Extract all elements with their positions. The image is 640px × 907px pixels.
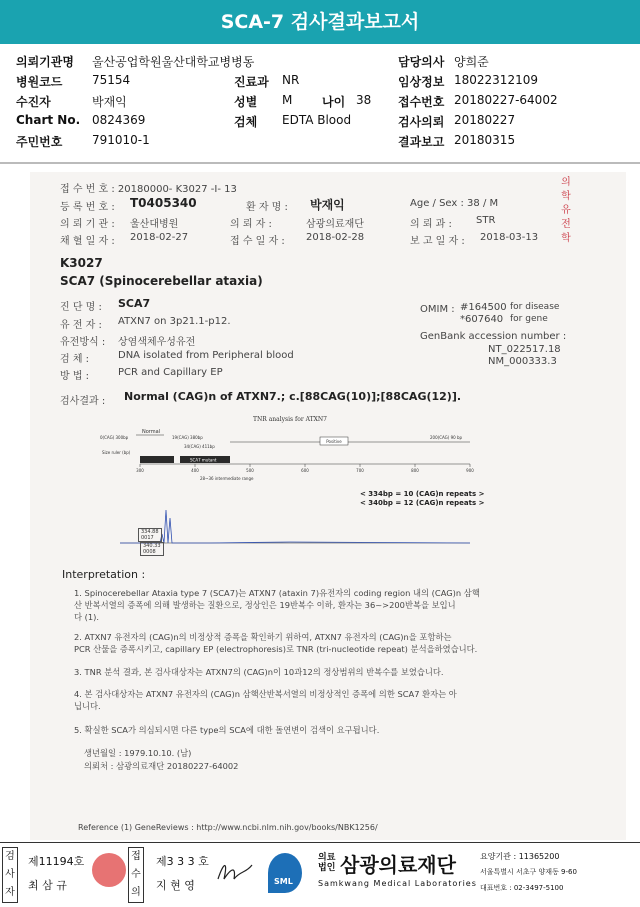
reference: Reference (1) GeneReviews : http://www.ncbi.nlm.nih.gov/books/NBK1256/ bbox=[78, 823, 378, 832]
scan-dept-label: 의 뢰 과 : bbox=[410, 219, 452, 230]
dept-value: NR bbox=[282, 73, 300, 87]
clinical-value: 18022312109 bbox=[454, 73, 538, 87]
interp-2b: PCR 산물을 증폭시키고, capillary EP (electrophoresis)로 TNR (tri-nucleotide repeat) 분석을하였습니다. bbox=[74, 644, 478, 654]
genbank-1: NT_022517.18 bbox=[488, 344, 561, 355]
request-value: 20180227 bbox=[454, 113, 516, 127]
scan-report-value: 2018-03-13 bbox=[480, 232, 539, 243]
sca-box-left bbox=[140, 456, 174, 463]
omim-gene: *607640 bbox=[460, 314, 504, 325]
doctor-value: 양희준 bbox=[454, 55, 489, 69]
interp-1a: 1. Spinocerebellar Ataxia type 7 (SCA7)는 ATXN7 (ataxin 7)유전자의 coding region 내의 (CAG)n 삼핵 bbox=[74, 588, 480, 598]
graph-size-ruler: Size ruler (bp) bbox=[102, 450, 131, 455]
graph-title: TNR analysis for ATXN7 bbox=[253, 416, 327, 423]
graph-label-2: 19(CAG) 380bp bbox=[172, 435, 203, 440]
phone: 대표번호 : 02-3497-5100 bbox=[480, 884, 564, 892]
age-label: 나이 bbox=[322, 95, 346, 109]
footer bbox=[0, 842, 640, 907]
interp-3: 3. TNR 분석 결과, 본 검사대상자는 ATXN7의 (CAG)n이 10과12의 정상범위의 반복수를 보였습니다. bbox=[74, 667, 444, 677]
graph-label-3: 34(CAG) 411bp bbox=[184, 444, 215, 449]
peak-label: 340.33 bbox=[143, 543, 161, 549]
scan-patient-label: 환 자 명 : bbox=[246, 202, 288, 213]
graph-tick-label: 400 bbox=[191, 468, 199, 473]
signature-icon bbox=[214, 857, 254, 887]
repeat-1: < 334bp = 10 (CAG)n repeats > bbox=[360, 490, 485, 498]
omim-disease: #164500 bbox=[460, 302, 507, 313]
institution-value: 울산공업학원울산대학교병병동 bbox=[92, 55, 255, 69]
receipt-label: 접수번호 bbox=[398, 95, 445, 109]
scan-dept-value: STR bbox=[476, 215, 496, 226]
scan-receipt-line: 접 수 번 호 : 20180000- K3027 -I- 13 bbox=[60, 184, 237, 195]
graph-positive: Positive bbox=[326, 439, 342, 444]
patient-info-panel bbox=[0, 47, 640, 161]
side-char: 의 bbox=[561, 177, 571, 188]
examiner-number: 제11194호 bbox=[28, 855, 85, 868]
seal-icon bbox=[92, 853, 126, 887]
graph-sca: SCA7 mutant bbox=[190, 457, 217, 463]
genbank-2: NM_000333.3 bbox=[488, 356, 557, 367]
age-value: 38 bbox=[356, 93, 372, 107]
specimen-value: EDTA Blood bbox=[282, 113, 352, 127]
test-name: SCA7 (Spinocerebellar ataxia) bbox=[60, 274, 263, 288]
graph-tick-label: 300 bbox=[136, 468, 144, 473]
scan-doctor-label: 의 뢰 자 : bbox=[230, 219, 272, 230]
rrn-label: 주민번호 bbox=[16, 135, 63, 149]
patient-label: 수진자 bbox=[16, 95, 51, 109]
result-label: 검사결과 : bbox=[60, 396, 106, 407]
scan-doctor-value: 삼광의료재단 bbox=[306, 219, 364, 230]
interp-title: Interpretation : bbox=[62, 568, 146, 581]
confirm-name: 지 현 영 bbox=[156, 879, 195, 892]
side-label bbox=[560, 176, 572, 246]
scan-reg-label: 등 록 번 호 : bbox=[60, 202, 115, 213]
graph-label-4: 200(CAG) 90 bp bbox=[430, 435, 463, 440]
gene-label: 유 전 자 : bbox=[60, 320, 102, 331]
interp-1c: 다 (1). bbox=[74, 612, 100, 622]
side-char: 유 bbox=[561, 205, 571, 216]
logo-text: SML bbox=[274, 877, 293, 886]
omim-gene-note: for gene bbox=[510, 314, 548, 324]
clinical-label: 임상정보 bbox=[398, 75, 445, 89]
org-english: Samkwang Medical Laboratories bbox=[318, 879, 477, 888]
scan-inst-value: 울산대병원 bbox=[130, 219, 179, 230]
inherit-value: 상염색체우성유전 bbox=[118, 337, 196, 348]
graph-normal: Normal bbox=[142, 429, 161, 435]
side-char: 학 bbox=[561, 191, 571, 202]
scan-collect-label: 채 혈 일 자 : bbox=[60, 236, 115, 247]
peak-label: 0017 bbox=[141, 535, 154, 541]
report-date-value: 20180315 bbox=[454, 133, 516, 147]
request-label: 검사의뢰 bbox=[398, 115, 445, 129]
address: 서울특별시 서초구 양재동 9-60 bbox=[480, 868, 577, 876]
org-prefix: 의료법인 bbox=[318, 853, 336, 873]
org-name: 삼광의료재단 bbox=[340, 853, 456, 877]
institution-label: 의뢰기관명 bbox=[16, 55, 74, 69]
result-value: Normal (CAG)n of ATXN7.; c.[88CAG(10)];[88CAG(12)]. bbox=[124, 390, 462, 403]
receipt-value: 20180227-64002 bbox=[454, 93, 558, 107]
graph-tick-label: 800 bbox=[411, 468, 419, 473]
inherit-label: 유전방식 : bbox=[60, 337, 106, 348]
side-char: 전 bbox=[561, 219, 571, 230]
graph-tick-label: 700 bbox=[356, 468, 364, 473]
scan-patient-value: 박재익 bbox=[310, 198, 345, 212]
interp-2a: 2. ATXN7 유전자의 (CAG)n의 비정상적 증폭을 확인하기 위하여, ATXN7 유전자의 (CAG)n을 포함하는 bbox=[74, 632, 452, 642]
scan-report-label: 보 고 일 자 : bbox=[410, 236, 465, 247]
method-value: PCR and Capillary EP bbox=[118, 367, 223, 378]
sex-value: M bbox=[282, 93, 293, 107]
scan-inst-label: 의 뢰 기 관 : bbox=[60, 219, 115, 230]
hospital-code-value: 75154 bbox=[92, 73, 131, 87]
scan-receive-value: 2018-02-28 bbox=[306, 232, 365, 243]
doctor-label: 담당의사 bbox=[398, 55, 445, 69]
chart-value: 0824369 bbox=[92, 113, 146, 127]
scan-receive-label: 접 수 일 자 : bbox=[230, 236, 285, 247]
side-char: 학 bbox=[561, 233, 571, 244]
sample-label: 검 체 : bbox=[60, 354, 90, 365]
graph-tick-label: 500 bbox=[246, 468, 254, 473]
interp-1b: 산 반복서열의 증폭에 의해 발생하는 질환으로, 정상인은 19반복수 이하, 환자는 36~>200반복을 보입니 bbox=[74, 600, 456, 610]
scan-collect-value: 2018-02-27 bbox=[130, 232, 189, 243]
patient-value: 박재익 bbox=[92, 95, 127, 109]
specimen-label: 검체 bbox=[234, 115, 258, 129]
peak-label: 0008 bbox=[143, 549, 156, 555]
requester: 의뢰처 : 삼광의료재단 20180227-64002 bbox=[84, 761, 239, 771]
confirm-label: 접수의 bbox=[128, 847, 144, 903]
sml-logo-icon bbox=[268, 853, 302, 893]
gene-value: ATXN7 on 3p21.1-p12. bbox=[118, 316, 231, 327]
graph-label-1: 0(CAG) 300bp bbox=[100, 435, 129, 440]
graph-ticks bbox=[136, 464, 474, 473]
hospital-code-label: 병원코드 bbox=[16, 75, 63, 89]
reg-number: 요양기관 : 11365200 bbox=[480, 852, 560, 861]
sex-label: 성별 bbox=[234, 95, 258, 109]
repeat-2: < 340bp = 12 (CAG)n repeats > bbox=[360, 499, 485, 507]
dx-label: 진 단 명 : bbox=[60, 302, 102, 313]
confirm-number: 제3 3 3 호 bbox=[156, 855, 209, 868]
interp-4b: 닙니다. bbox=[74, 701, 101, 711]
method-label: 방 법 : bbox=[60, 371, 90, 382]
peak-label-box-2 bbox=[140, 542, 164, 556]
chart-label: Chart No. bbox=[16, 113, 81, 127]
report-date-label: 결과보고 bbox=[398, 135, 445, 149]
scanned-report bbox=[30, 172, 626, 840]
test-code: K3027 bbox=[60, 256, 103, 270]
rrn-value: 791010-1 bbox=[92, 133, 150, 147]
dx-value: SCA7 bbox=[118, 297, 151, 310]
report-title: SCA-7 검사결과보고서 bbox=[0, 0, 640, 44]
graph-tick-label: 600 bbox=[301, 468, 309, 473]
peak-label-box-1 bbox=[138, 528, 162, 542]
omim-label: OMIM : bbox=[420, 304, 455, 315]
examiner-name: 최 삼 규 bbox=[28, 879, 67, 892]
omim-disease-note: for disease bbox=[510, 302, 560, 312]
trace-line bbox=[120, 510, 470, 543]
header-divider bbox=[0, 162, 640, 164]
genbank-label: GenBank accession number : bbox=[420, 331, 567, 342]
interp-5: 5. 확실한 SCA가 의심되시면 다른 type의 SCA에 대한 돌연변이 검색이 요구됩니다. bbox=[74, 725, 380, 735]
dept-label: 진료과 bbox=[234, 75, 269, 89]
scan-reg-value: T0405340 bbox=[130, 196, 197, 210]
scan-agesex: Age / Sex : 38 / M bbox=[410, 198, 499, 209]
graph-tick-label: 900 bbox=[466, 468, 474, 473]
sample-value: DNA isolated from Peripheral blood bbox=[118, 350, 294, 361]
interp-4a: 4. 본 검사대상자는 ATXN7 유전자의 (CAG)n 삼핵산반복서열의 비정상적인 증폭에 의한 SCA7 환자는 아 bbox=[74, 689, 457, 699]
birth-date: 생년월일 : 1979.10.10. (남) bbox=[84, 748, 192, 758]
graph-intermediate: 28~36 intermediate range bbox=[200, 476, 254, 481]
peak-label: 334.88 bbox=[141, 529, 159, 535]
examiner-label: 검사자 bbox=[2, 847, 18, 903]
